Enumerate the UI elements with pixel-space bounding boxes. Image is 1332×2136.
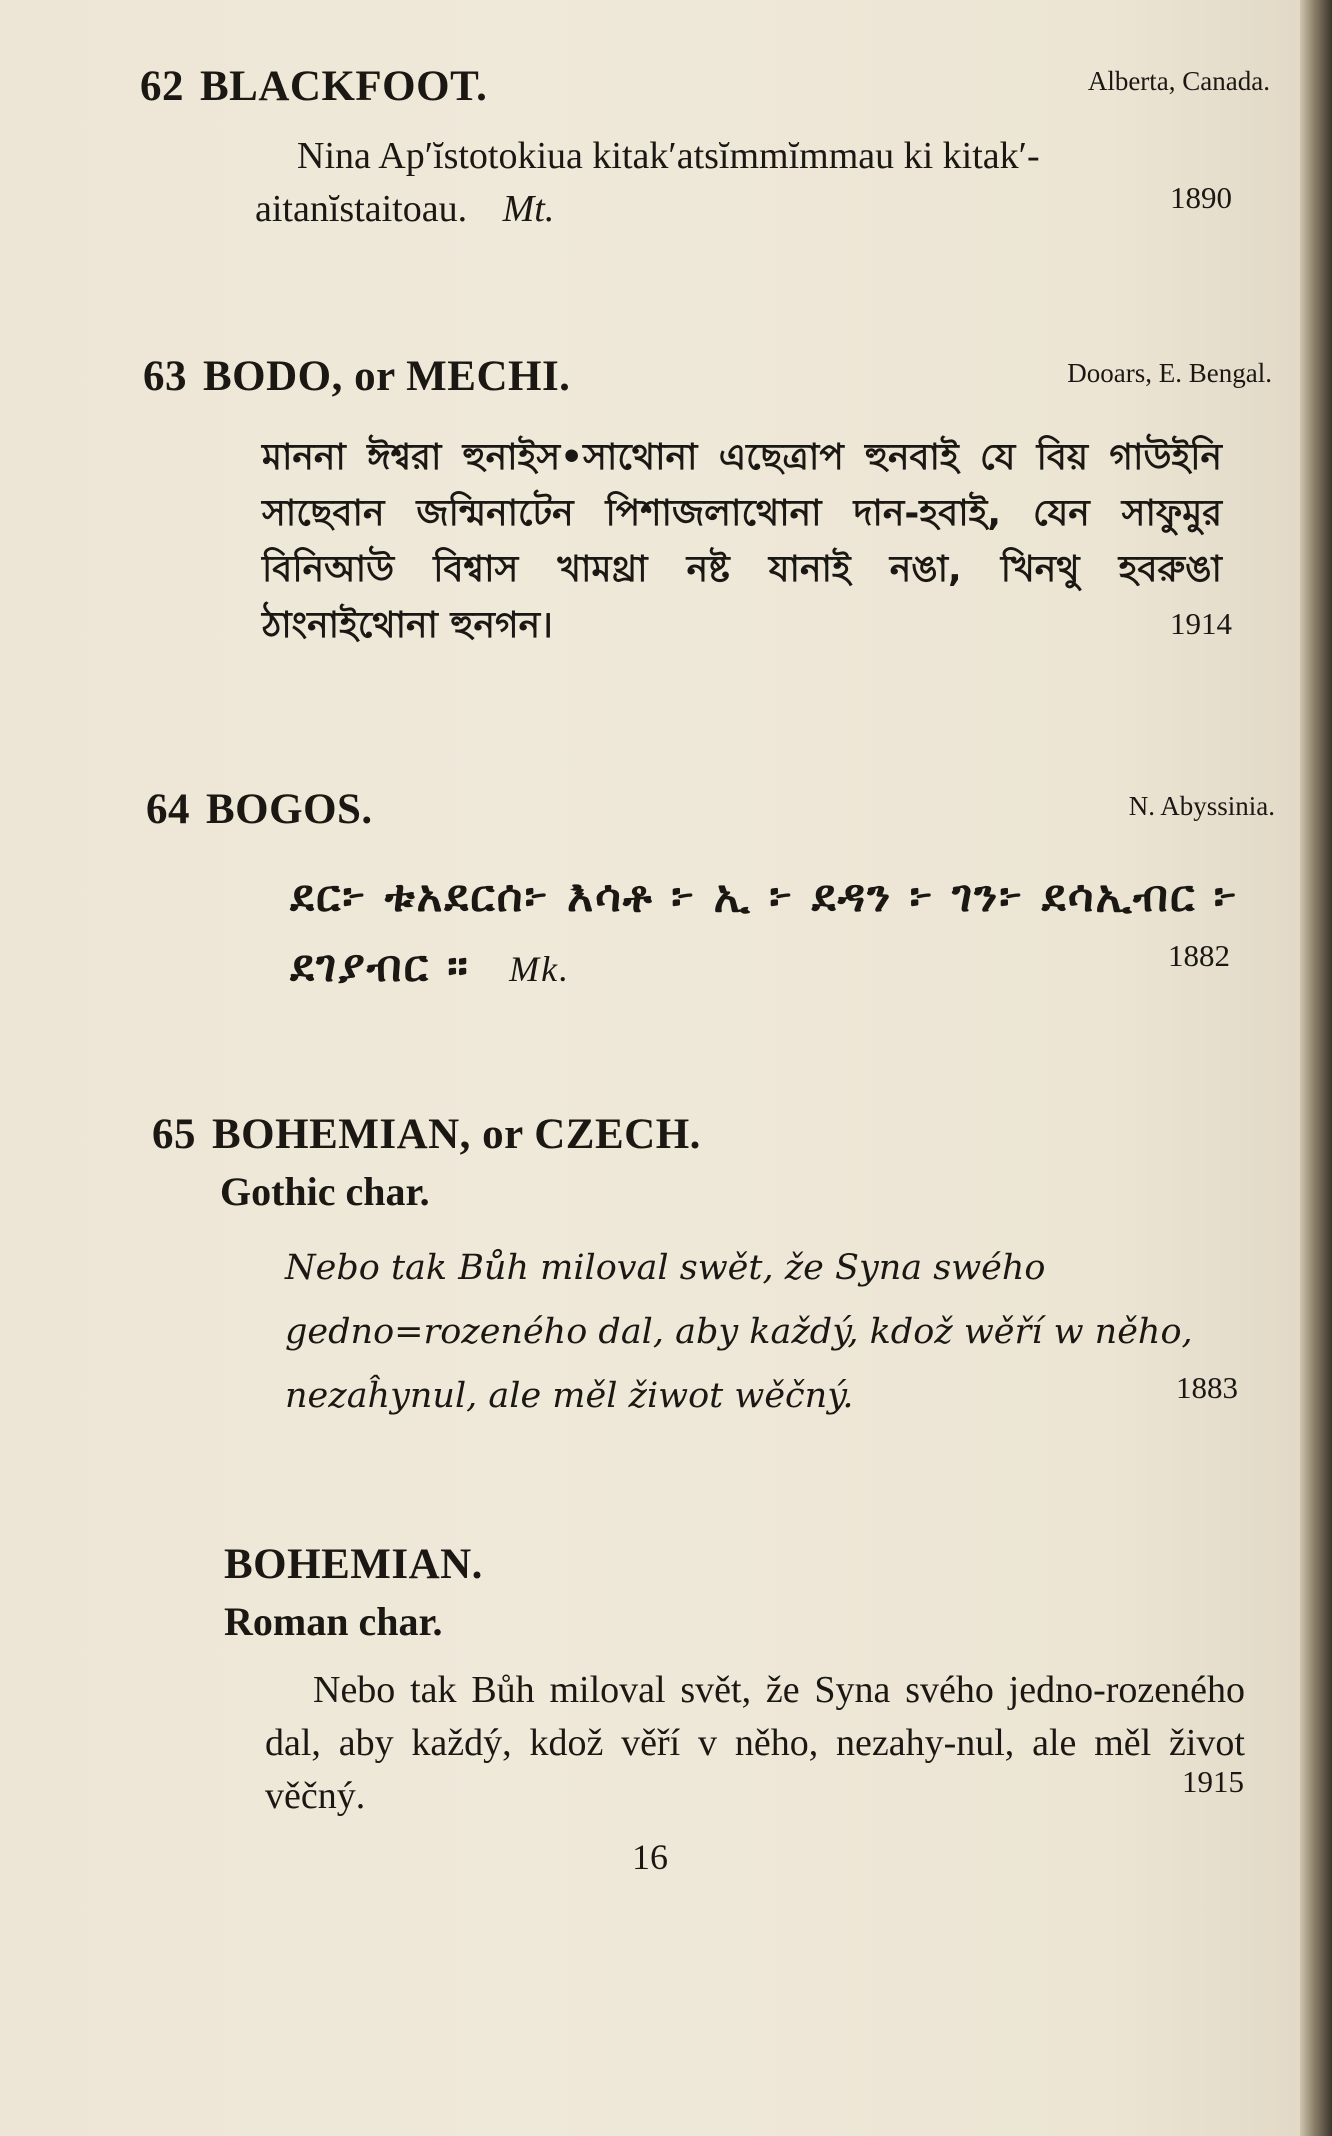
entry-text bbox=[290, 862, 1250, 1004]
entry-script-note: Roman char. bbox=[224, 1599, 443, 1644]
entry-heading-63 bbox=[143, 352, 570, 401]
entry-language: BOHEMIAN, or CZECH. bbox=[212, 1111, 701, 1158]
entry-script-note: Gothic char. bbox=[220, 1169, 430, 1214]
entry-year: 1883 bbox=[1176, 1370, 1238, 1405]
entry-citation: Mt. bbox=[502, 188, 555, 230]
book-spine-edge bbox=[1300, 0, 1332, 2136]
entry-region: N. Abyssinia. bbox=[1128, 791, 1275, 821]
entry-language: BOHEMIAN. bbox=[224, 1541, 483, 1588]
entry-text: মাননা ঈশ্বরা হুনাইস•সাথোনা এছেত্রাপ হুনবাই যে বিয় গাউইনি সাছেবান জন্মিনাটেন পিশাজলাথোনা দান-হবাই, যেন সাফুমুর বিনিআউ বিশ্বাস খামথ্রা নষ্ট যানাই নঙা, খিনথু হবরুঙা ঠাংনাইথোনা হুনগন। bbox=[262, 437, 1222, 646]
entry-language: BOGOS. bbox=[206, 786, 373, 833]
entry-text: Nebo tak Bůh miloval swět, že Syna swého gedno=rozeného dal, aby každý, kdož wěří w něho, nezaĥynul, ale měl žiwot wěčný. bbox=[285, 1248, 1193, 1416]
entry-heading-65 bbox=[152, 1110, 701, 1159]
entry-number: 64 bbox=[146, 786, 190, 833]
entry-text-body: ደር፦ ቱአደርሰ፦ እሳቶ ፦ ኢ ፦ ደዳን ፦ ገን፦ ደሳኢብር ፦ ደገያብር ። bbox=[290, 871, 1239, 992]
entry-number: 62 bbox=[140, 63, 184, 110]
entry-language: BLACKFOOT. bbox=[200, 63, 488, 110]
entry-number: 65 bbox=[152, 1111, 196, 1158]
entry-region: Alberta, Canada. bbox=[1087, 66, 1270, 96]
entry-year: 1914 bbox=[1170, 606, 1232, 641]
entry-year: 1915 bbox=[1182, 1764, 1244, 1799]
entry-heading-bohemian-roman bbox=[224, 1540, 483, 1589]
entry-year: 1882 bbox=[1168, 938, 1230, 973]
page-number: 16 bbox=[632, 1837, 668, 1877]
entry-region: Dooars, E. Bengal. bbox=[1067, 358, 1272, 388]
entry-number: 63 bbox=[143, 353, 187, 400]
entry-heading-62 bbox=[140, 62, 487, 111]
entry-text-body: Nina Ap′ĭstotokiua kitak′atsĭmmĭmmau ki kitak′-aitanĭstaitoau. bbox=[255, 135, 1040, 230]
entry-heading-64 bbox=[146, 785, 373, 834]
entry-citation: Mk. bbox=[509, 949, 571, 989]
entry-language: BODO, or MECHI. bbox=[203, 353, 571, 400]
entry-year: 1890 bbox=[1170, 180, 1232, 215]
entry-text: Nebo tak Bůh miloval svět, že Syna svého jedno-rozeného dal, aby každý, kdož věří v něho, nezahy-nul, ale měl život věčný. bbox=[265, 1669, 1245, 1817]
